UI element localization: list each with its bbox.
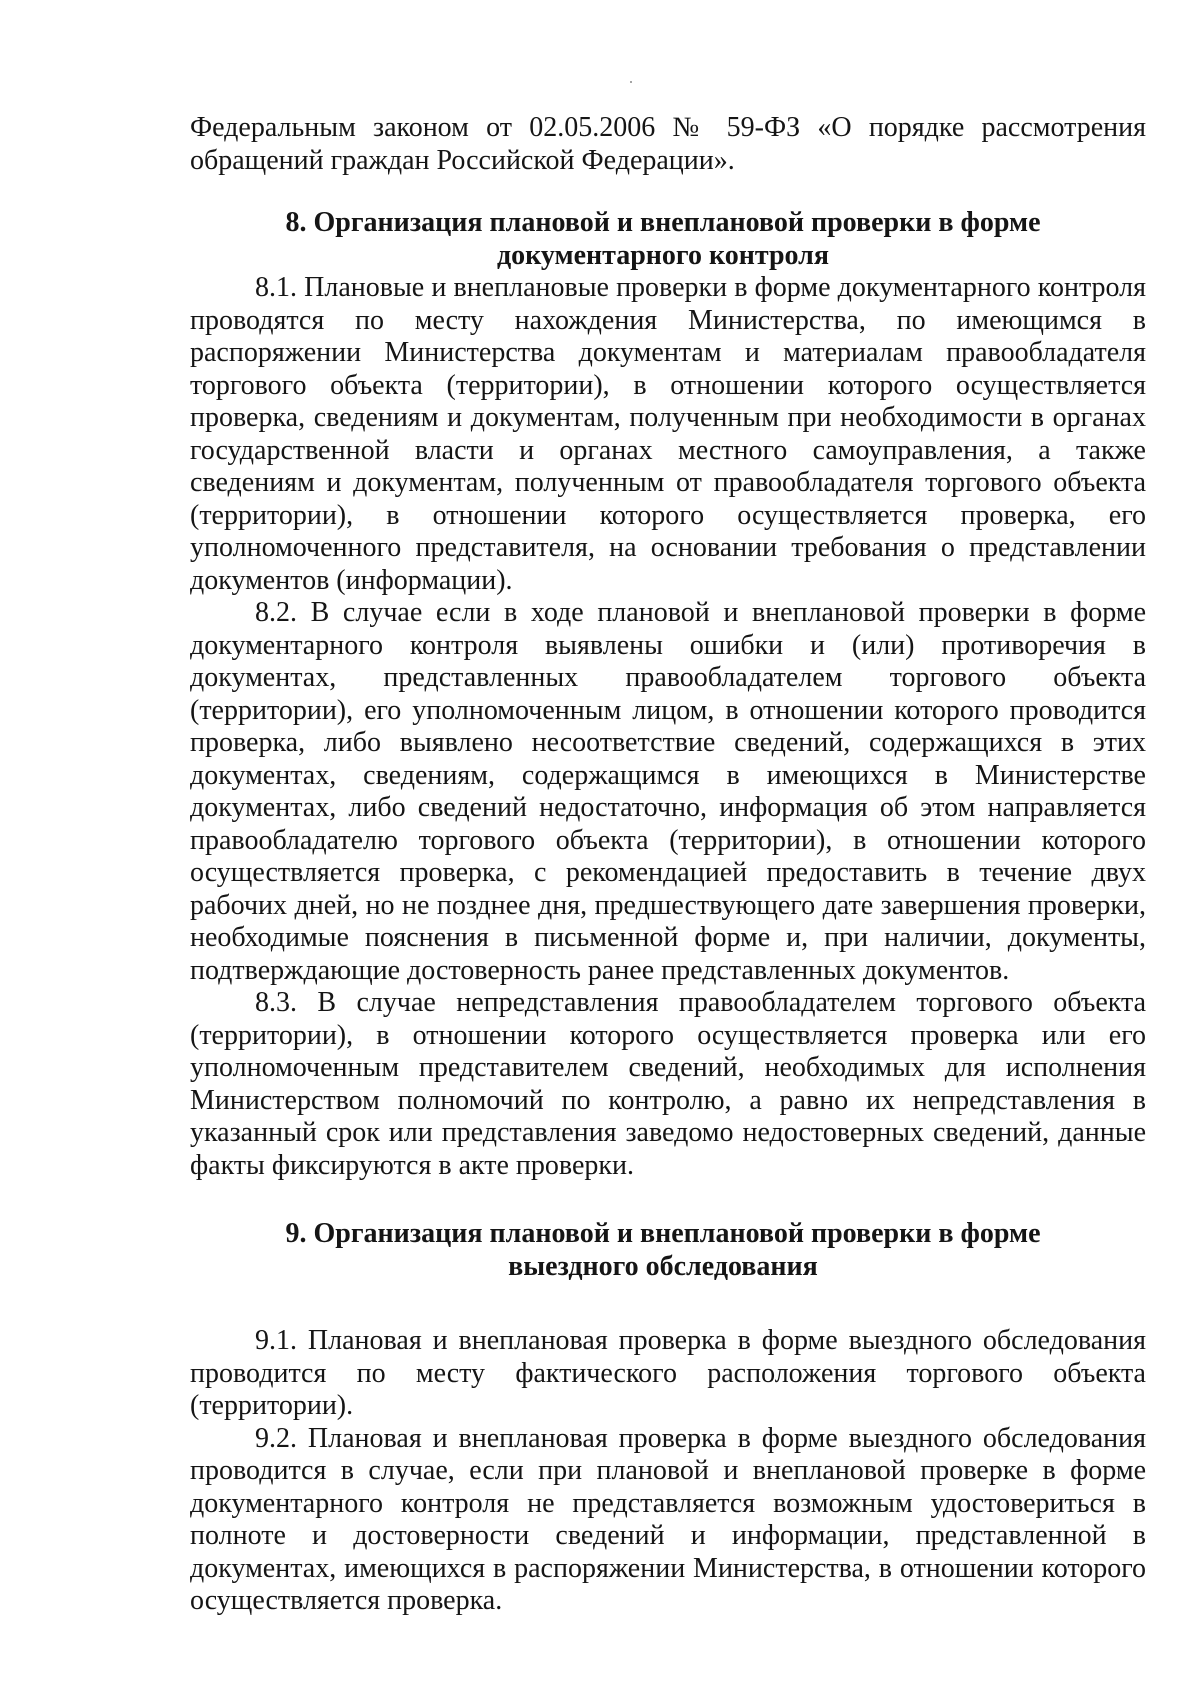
paragraph-8-2: 8.2. В случае если в ходе плановой и внеплановой проверки в форме документарного контроля выявлены ошибки и (или) противоречия в документах, представленных правообладателем торгового объекта (территории), его уполномоченным лицом, в отношении которого проводится проверка, либо выявлено несоответствие сведений, содержащихся в этих документах, сведениям, содержащимся в имеющихся в Министерстве документах, либо сведений недостаточно, информация об этом направляется правообладателю торгового объекта (территории), в отношении которого осуществляется проверка, с рекомендацией предоставить в течение двух рабочих дней, но не позднее дня, предшествующего дате завершения проверки, необходимые пояснения в письменной форме и, при наличии, документы, подтверждающие достоверность ранее представленных документов. bbox=[190, 597, 1146, 986]
section-9-heading: 9. Организация плановой и внеплановой проверки в форме выездного обследования bbox=[285, 1218, 1041, 1282]
paragraph-9-1: 9.1. Плановая и внеплановая проверка в форме выездного обследования проводится по месту фактического расположения торгового объекта (территории). bbox=[190, 1325, 1146, 1421]
scan-speck bbox=[630, 81, 632, 83]
paragraph-8-1: 8.1. Плановые и внеплановые проверки в форме документарного контроля проводятся по месту нахождения Министерства, по имеющимся в распоряжении Министерства документам и материалам правообладателя торгового объекта (территории), в отношении которого осуществляется проверка, сведениям и документам, полученным при необходимости в органах государственной власти и органах местного самоуправления, а также сведениям и документам, полученным от правообладателя торгового объекта (территории), в отношении которого осуществляется проверка, его уполномоченного представителя, на основании требования о представлении документов (информации). bbox=[190, 272, 1146, 596]
document-body bbox=[190, 112, 1146, 1618]
paragraph-9-2: 9.2. Плановая и внеплановая проверка в форме выездного обследования проводится в случае, если при плановой и внеплановой проверке в форме документарного контроля не представляется возможным удостовериться в полноте и достоверности сведений и информации, представленной в документах, имеющихся в распоряжении Министерства, в отношении которого осуществляется проверка. bbox=[190, 1422, 1146, 1616]
paragraph-8-3: 8.3. В случае непредставления правообладателем торгового объекта (территории), в отношении которого осуществляется проверка или его уполномоченным представителем сведений, необходимых для исполнения Министерством полномочий по контролю, а равно их непредставления в указанный срок или представления заведомо недостоверных сведений, данные факты фиксируются в акте проверки. bbox=[190, 987, 1146, 1181]
intro-paragraph: Федеральным законом от 02.05.2006 № 59-ФЗ «О порядке рассмотрения обращений граждан Российской Федерации». bbox=[190, 112, 1146, 176]
section-8-heading: 8. Организация плановой и внеплановой проверки в форме документарного контроля bbox=[285, 207, 1041, 271]
